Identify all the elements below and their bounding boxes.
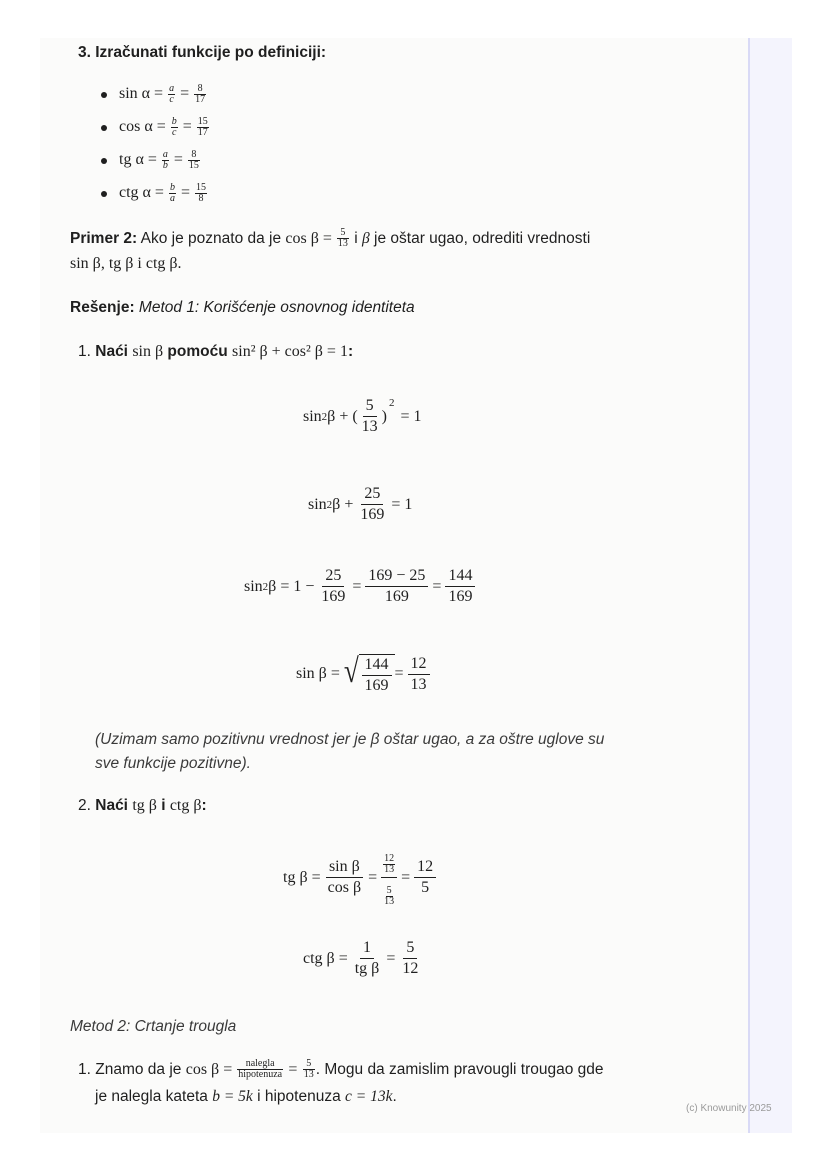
frac-den: 169 bbox=[384, 588, 409, 605]
frac-num: 25 bbox=[322, 566, 344, 587]
note-line-2: sve funkcije pozitivne). bbox=[95, 755, 251, 772]
equation-3: sin 2 β = 1 − $\frac{25}{169}$ = $\frac{169 - 25}{169}$ = $\frac{144}{169}$ bbox=[244, 566, 479, 607]
eq3-fraction-1 bbox=[318, 566, 348, 607]
def-ctg: ctg α = $\frac{b}{a}$ = $\frac{15}{8}$ bbox=[119, 182, 206, 204]
example-line1 bbox=[70, 228, 590, 250]
equation-1: sin 2 β + ( $\frac{5}{13}$ ) $^2$ = 1 bbox=[303, 396, 422, 435]
frac-den: b bbox=[162, 160, 168, 171]
frac-num: 15 bbox=[197, 116, 208, 127]
note-line-1: (Uzimam samo pozitivnu vrednost jer je β oštar ugao, a za oštre uglove su bbox=[95, 731, 605, 748]
frac-den: tg β bbox=[354, 960, 380, 977]
step2-text: i bbox=[156, 797, 170, 814]
method2-step1-number: 1. bbox=[78, 1061, 91, 1078]
eq-text: sin β = bbox=[296, 665, 340, 682]
complex-den bbox=[381, 878, 397, 907]
example-fraction bbox=[337, 228, 349, 249]
step1-text: pomoću bbox=[163, 343, 233, 360]
frac-den: 5 bbox=[421, 879, 430, 896]
method2-title: Metod 2: Crtanje trougla bbox=[70, 1018, 237, 1035]
step2-text: : bbox=[201, 797, 207, 814]
def-ctg-value bbox=[195, 183, 207, 204]
frac-num: a bbox=[169, 83, 175, 94]
eq-text: tg β = bbox=[283, 868, 321, 886]
frac-den: 169 bbox=[364, 677, 389, 694]
eq1-fraction bbox=[359, 396, 381, 437]
frac-den: 13 bbox=[303, 1069, 314, 1081]
step2-math: ctg β bbox=[169, 797, 202, 814]
frac-den: 13 bbox=[410, 675, 427, 693]
def-tg-value bbox=[188, 150, 200, 171]
step1-math: sin β bbox=[132, 343, 164, 360]
eq-text: ctg β = bbox=[303, 949, 348, 967]
example-label: Primer 2: bbox=[70, 230, 138, 247]
step1-heading bbox=[78, 341, 353, 363]
def-sin-frac bbox=[168, 84, 175, 105]
m2s1-cos: cos β = bbox=[185, 1061, 237, 1078]
frac-num: 5 bbox=[386, 885, 392, 896]
def-tg-frac bbox=[162, 150, 169, 171]
m2s1-text: . Mogu da zamislim pravougli trougao gde bbox=[315, 1061, 604, 1078]
eq-text: sin bbox=[308, 495, 327, 513]
def-cos-lhs: cos α = bbox=[119, 118, 166, 136]
step2-heading bbox=[78, 795, 207, 817]
m2s1-word-fraction bbox=[237, 1059, 283, 1080]
step3-number: 3. bbox=[78, 44, 91, 61]
def-cos-value bbox=[197, 117, 209, 138]
frac-num: sin β bbox=[326, 857, 363, 878]
eq6-fraction-1 bbox=[352, 938, 383, 979]
step1-text: Naći bbox=[95, 343, 133, 360]
frac-den: 169 bbox=[360, 506, 385, 523]
bullet-dot bbox=[101, 92, 107, 98]
frac-den: 17 bbox=[197, 127, 208, 138]
method2-step1-line1: 1. Znamo da je cos β = nalegla hipotenuza = $\frac{5}{13}$ . Mogu da zamislim pravougli trougao gde bbox=[78, 1058, 604, 1081]
step1-math: sin² β + cos² β = 1 bbox=[232, 343, 348, 360]
eq5-fraction-1 bbox=[325, 857, 364, 898]
eq1-power: 2 bbox=[389, 396, 395, 409]
def-sin: sin α = $\frac{a}{c}$ = $\frac{8}{17}$ bbox=[119, 83, 206, 105]
frac-num: 1 bbox=[360, 938, 374, 959]
frac-num: b bbox=[169, 182, 175, 193]
frac-num: 12 bbox=[414, 857, 436, 878]
example-text: Ako je poznato da je bbox=[137, 230, 286, 247]
frac-num: a bbox=[162, 149, 168, 160]
m2s1-math: b = 5k bbox=[212, 1088, 253, 1105]
frac-den: c bbox=[169, 94, 174, 105]
bullet-dot bbox=[101, 191, 107, 197]
eq-text: β + ( bbox=[327, 407, 358, 425]
def-ctg-frac bbox=[169, 183, 176, 204]
frac-num: 8 bbox=[194, 84, 206, 95]
def-ctg-lhs: ctg α = bbox=[119, 184, 164, 202]
frac-num: 144 bbox=[362, 655, 392, 676]
frac-den: 13 bbox=[337, 238, 348, 250]
frac-den: a bbox=[169, 193, 175, 204]
m2s1-math: c = 13k bbox=[345, 1088, 393, 1105]
frac-den: 13 bbox=[384, 896, 395, 907]
m2s1-text: . bbox=[392, 1088, 397, 1105]
frac-num: 5 bbox=[363, 396, 377, 417]
frac-den: c bbox=[172, 127, 177, 138]
eq2-fraction bbox=[357, 484, 387, 525]
frac-num: 5 bbox=[403, 938, 417, 959]
step2-number: 2. bbox=[78, 797, 91, 814]
eq3-fraction-2 bbox=[365, 566, 428, 607]
eq-text: sin bbox=[244, 577, 263, 595]
eq-text: sin bbox=[303, 407, 322, 425]
frac-num: 25 bbox=[361, 484, 383, 505]
def-cos-frac bbox=[171, 117, 178, 138]
eq-text: β = 1 − bbox=[268, 577, 315, 595]
complex-num bbox=[381, 848, 397, 878]
eq4-radicand-fraction bbox=[362, 655, 392, 696]
frac-den: 8 bbox=[198, 193, 204, 204]
frac-den: 169 bbox=[321, 588, 346, 605]
eq-text: = 1 bbox=[391, 495, 413, 513]
frac-den: 12 bbox=[402, 960, 419, 977]
frac-den: cos β bbox=[327, 879, 362, 896]
m2s1-text: Znamo da je bbox=[90, 1061, 186, 1078]
eq6-fraction-2 bbox=[399, 938, 421, 979]
equation-4: sin β = √ $\frac{144}{169}$ = $\frac{12}{13}$ bbox=[296, 652, 434, 696]
example-text: i bbox=[349, 230, 362, 247]
step3-title: Izračunati funkcije po definiciji: bbox=[95, 44, 327, 61]
frac-num: b bbox=[171, 116, 177, 127]
solution-line bbox=[70, 297, 415, 319]
eq4-fraction bbox=[408, 654, 430, 695]
example-text: je oštar ugao, odrediti vrednosti bbox=[369, 230, 591, 247]
frac-num: 15 bbox=[195, 182, 206, 193]
radical-icon: √ bbox=[343, 653, 359, 690]
frac-den: 15 bbox=[188, 160, 199, 171]
def-tg: tg α = $\frac{a}{b}$ = $\frac{8}{15}$ bbox=[119, 149, 199, 171]
step3-heading bbox=[78, 42, 326, 64]
def-sin-value bbox=[194, 84, 206, 105]
bullet-dot bbox=[101, 125, 107, 131]
method1-title: Metod 1: Korišćenje osnovnog identiteta bbox=[134, 299, 415, 316]
bullet-dot bbox=[101, 158, 107, 164]
eq3-fraction-3 bbox=[445, 566, 475, 607]
m2s1-text: je nalegla kateta bbox=[95, 1088, 213, 1105]
equation-5: tg β = $\frac{\text{sin β}}{\text{cos β}}$ = $\frac{\frac{12}{13}}{\frac{5}{13}}$ = $\frac{12}{5}$ bbox=[283, 848, 440, 907]
eq5-complex-fraction bbox=[381, 848, 397, 907]
def-cos: cos α = $\frac{b}{c}$ = $\frac{15}{17}$ bbox=[119, 116, 208, 138]
frac-den: 17 bbox=[195, 94, 206, 105]
frac-den: 13 bbox=[361, 418, 378, 435]
equation-6: ctg β = $\frac{1}{\text{tg β}}$ = $\frac{5}{12}$ bbox=[303, 938, 425, 979]
method2-step1-line2 bbox=[95, 1086, 397, 1108]
def-tg-lhs: tg α = bbox=[119, 151, 157, 169]
solution-label: Rešenje: bbox=[70, 299, 135, 316]
frac-den: hipotenuza bbox=[238, 1069, 283, 1081]
frac-num: 8 bbox=[188, 150, 200, 161]
frac-num: 5 bbox=[303, 1059, 315, 1070]
eq-text: ) bbox=[381, 407, 387, 425]
example-beta: β bbox=[361, 230, 370, 247]
frac-num: 169 − 25 bbox=[365, 566, 428, 587]
eq-text: β + bbox=[332, 495, 354, 513]
frac-num: 144 bbox=[445, 566, 475, 587]
example-cos: cos β = bbox=[285, 230, 336, 247]
frac-num: nalegla bbox=[237, 1059, 283, 1070]
frac-den: 169 bbox=[448, 588, 473, 605]
m2s1-value-fraction bbox=[303, 1059, 315, 1080]
def-sin-lhs: sin α = bbox=[119, 85, 164, 103]
sqrt-radicand bbox=[359, 654, 395, 696]
sqrt-symbol bbox=[342, 652, 395, 696]
example-line2: sin β, tg β i ctg β. bbox=[70, 255, 182, 272]
frac-den: 13 bbox=[384, 864, 395, 875]
step2-text: Naći bbox=[95, 797, 133, 814]
m2s1-text: i hipotenuza bbox=[252, 1088, 346, 1105]
frac-num: 12 bbox=[408, 654, 430, 675]
copyright-notice: (c) Knowunity 2025 bbox=[686, 1103, 772, 1114]
step2-math: tg β bbox=[132, 797, 157, 814]
step1-number: 1. bbox=[78, 343, 91, 360]
eq5-fraction-2 bbox=[414, 857, 436, 898]
equation-2: sin 2 β + $\frac{25}{169}$ = 1 bbox=[308, 485, 413, 523]
frac-num: 12 bbox=[384, 853, 395, 864]
frac-num: 5 bbox=[337, 228, 349, 239]
eq-text: = 1 bbox=[400, 407, 422, 425]
step1-text: : bbox=[347, 343, 354, 360]
